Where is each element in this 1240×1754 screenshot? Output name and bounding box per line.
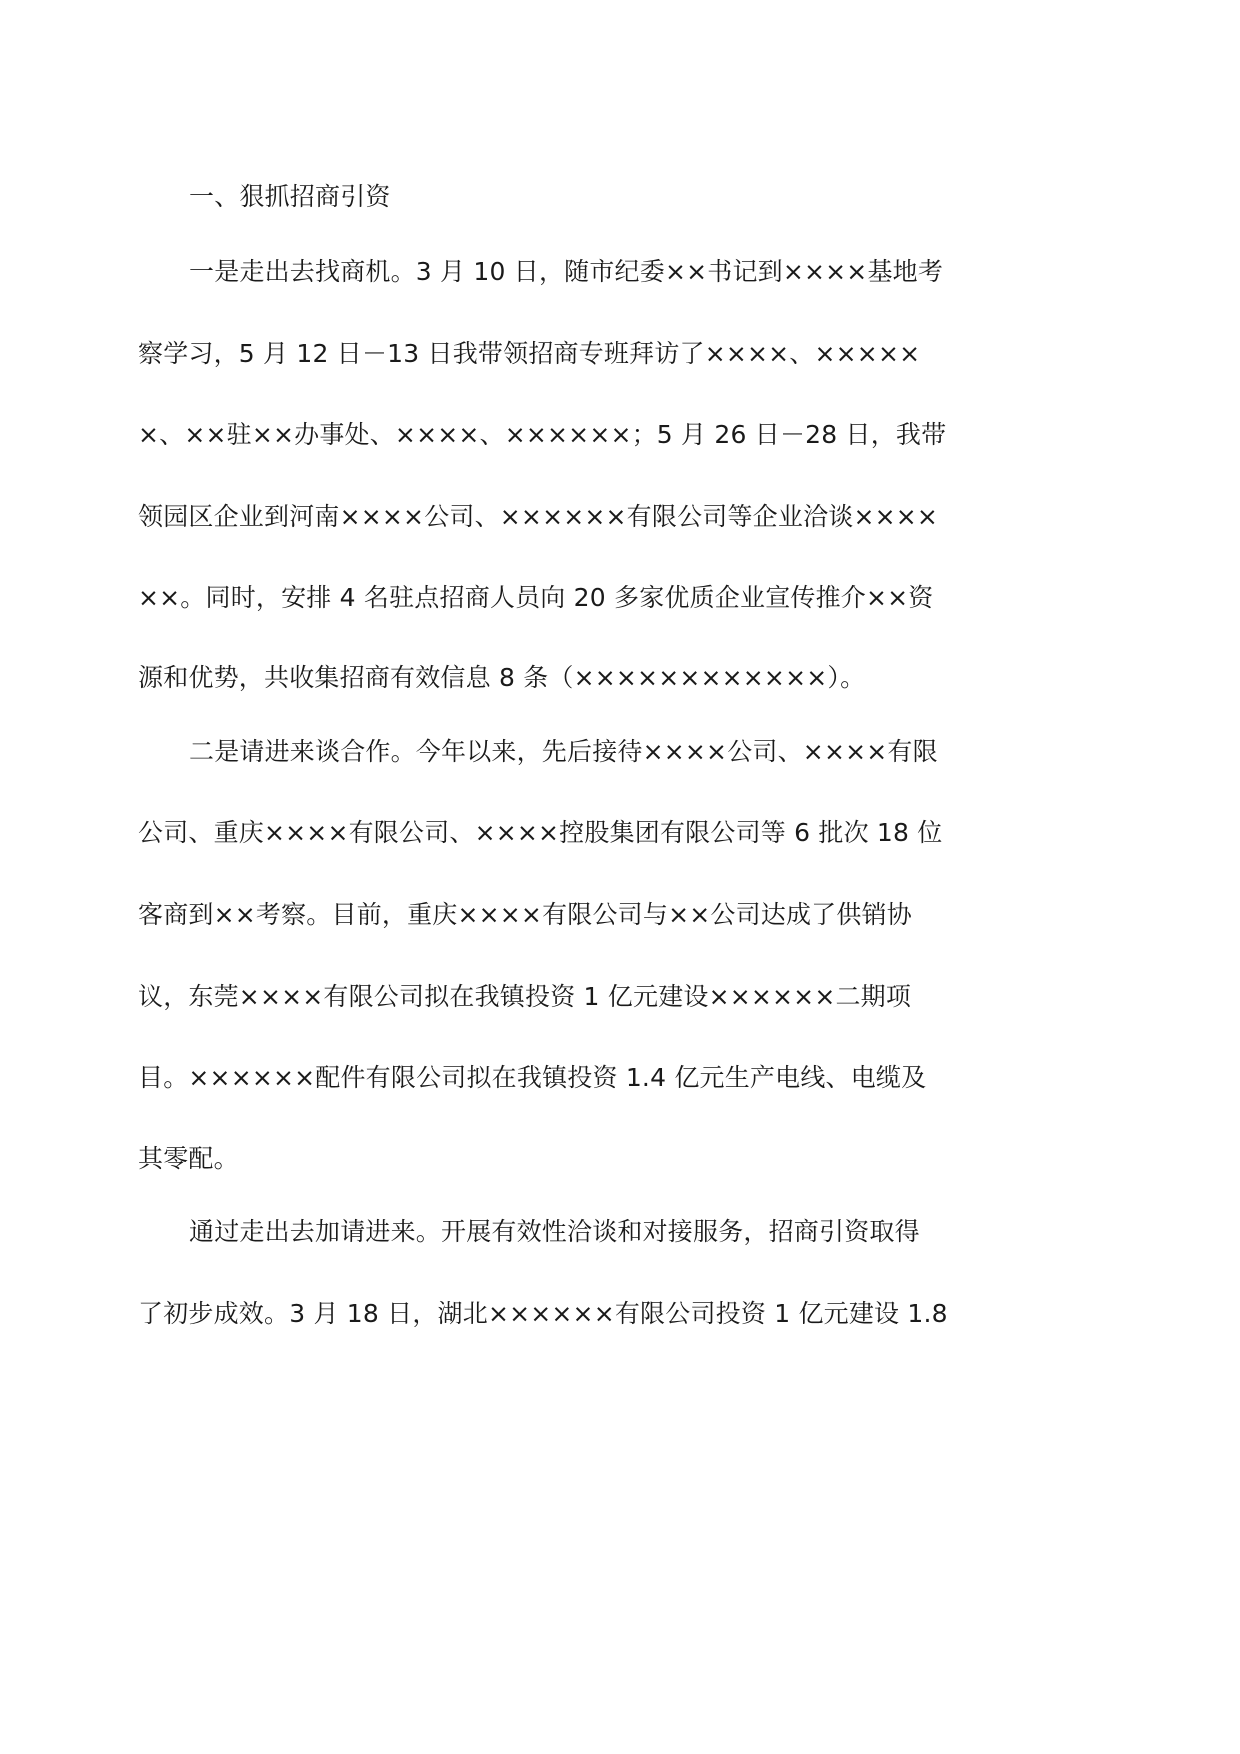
paragraph-line: ××。同时，安排 4 名驻点招商人员向 20 多家优质企业宣传推介××资	[138, 583, 934, 612]
paragraph-line: 目。××××××配件有限公司拟在我镇投资 1.4 亿元生产电线、电缆及	[138, 1063, 927, 1092]
paragraph-line: 了初步成效。3 月 18 日，湖北××××××有限公司投资 1 亿元建设 1.8	[138, 1299, 948, 1328]
paragraph-line: 公司、重庆××××有限公司、××××控股集团有限公司等 6 批次 18 位	[138, 818, 943, 847]
paragraph-line: 领园区企业到河南××××公司、××××××有限公司等企业洽谈××××	[138, 502, 939, 531]
paragraph-line: 察学习，5 月 12 日－13 日我带领招商专班拜访了××××、×××××	[138, 339, 921, 368]
paragraph-line: 通过走出去加请进来。开展有效性洽谈和对接服务，招商引资取得	[189, 1217, 920, 1246]
paragraph-line: 其零配。	[138, 1144, 239, 1173]
section-heading: 一、狠抓招商引资	[189, 182, 391, 211]
paragraph-line: 客商到××考察。目前，重庆××××有限公司与××公司达成了供销协	[138, 900, 912, 929]
paragraph-line: 议，东莞××××有限公司拟在我镇投资 1 亿元建设××××××二期项	[138, 982, 912, 1011]
paragraph-line: ×、××驻××办事处、××××、××××××；5 月 26 日－28 日，我带	[138, 420, 947, 449]
paragraph-line: 一是走出去找商机。3 月 10 日，随市纪委××书记到××××基地考	[189, 257, 944, 286]
paragraph-line: 二是请进来谈合作。今年以来，先后接待××××公司、××××有限	[189, 737, 938, 766]
paragraph-line: 源和优势，共收集招商有效信息 8 条（××××××××××××）。	[138, 663, 866, 692]
